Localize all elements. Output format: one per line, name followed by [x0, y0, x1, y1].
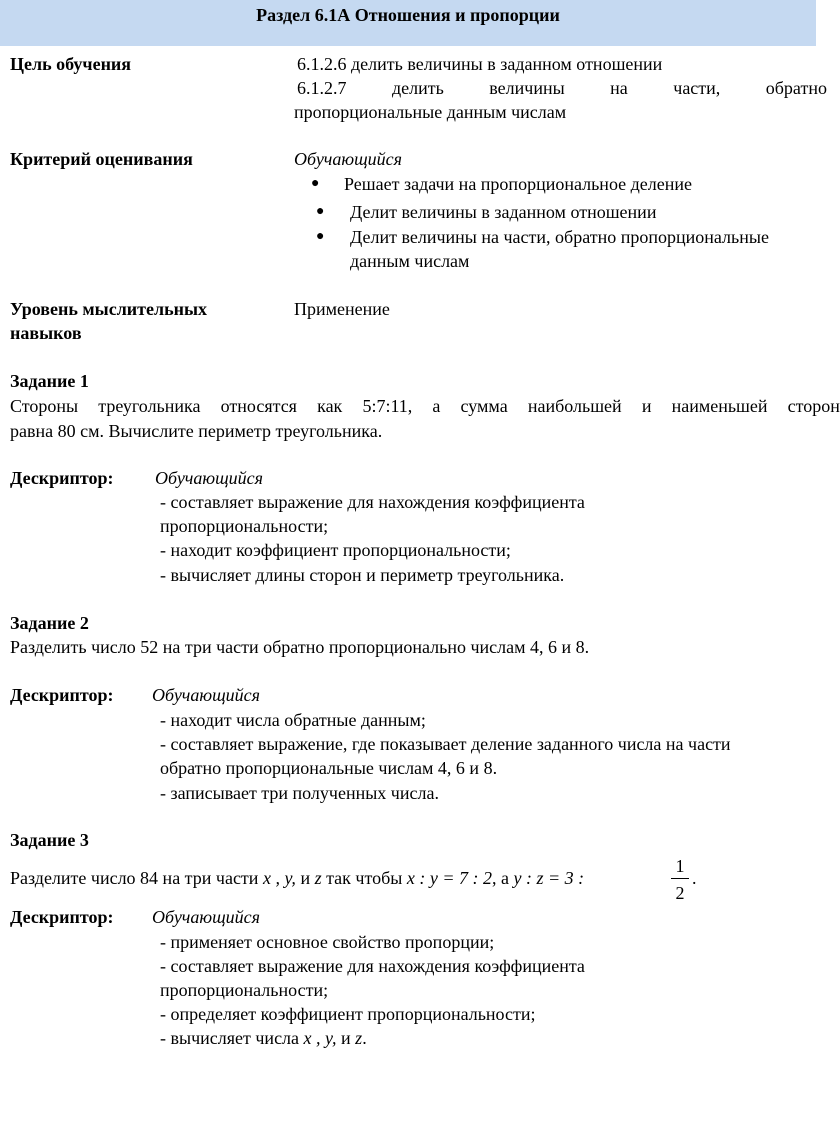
goal-label: Цель обучения — [10, 54, 132, 74]
task3-text-end: . — [692, 868, 697, 888]
task1-text-line-2: равна 80 см. Вычислите периметр треугольника. — [10, 421, 383, 441]
task3-text-mid: так чтобы — [321, 868, 407, 888]
comma-a: , а — [491, 868, 514, 888]
task1-word: сумма — [460, 396, 508, 416]
task1-descriptor-label: Дескриптор: — [10, 468, 114, 488]
last-line-and: и — [336, 1028, 356, 1048]
and-word: и — [295, 868, 315, 888]
task3-text — [10, 866, 584, 890]
task1-descriptor-line: - находит коэффициент пропорциональности; — [160, 540, 511, 560]
task3-descriptor-line: - определяет коэффициент пропорциональности; — [160, 1004, 536, 1024]
task3-descriptor-last-line — [160, 1026, 367, 1050]
bullet-icon: ● — [316, 204, 325, 219]
fraction-numerator: 1 — [675, 856, 685, 876]
var-y: y, — [284, 868, 296, 888]
level-label-line-2: навыков — [10, 323, 82, 343]
task2-text: Разделить число 52 на три части обратно пропорционально числам 4, 6 и 8. — [10, 637, 590, 657]
task2-descriptor-line: обратно пропорциональные числам 4, 6 и 8. — [160, 758, 498, 778]
task3-descriptor-line: пропорциональности; — [160, 980, 329, 1000]
goal-word: обратно — [765, 78, 827, 98]
var-sep: , — [270, 868, 280, 888]
task1-word: треугольника — [98, 396, 201, 416]
criteria-item-3: Делит величины на части, обратно пропорциональные — [350, 227, 769, 247]
section-title: Раздел 6.1А Отношения и пропорции — [256, 5, 560, 25]
task1-descriptor-line: - вычисляет длины сторон и периметр треугольника. — [160, 565, 565, 585]
ratio-xy: x : y = 7 : 2 — [406, 868, 492, 888]
task1-word: относятся — [220, 396, 297, 416]
task1-word: Стороны — [10, 396, 79, 416]
bullet-icon: ● — [316, 229, 325, 244]
task1-text-line-1 — [10, 394, 840, 418]
goal-line-2 — [297, 76, 827, 100]
task3-descriptor-label: Дескриптор: — [10, 907, 114, 927]
level-value: Применение — [294, 299, 390, 319]
last-line-vars: x , y, — [303, 1028, 337, 1048]
task2-descriptor-label: Дескриптор: — [10, 685, 114, 705]
bullet-icon: ● — [311, 176, 320, 191]
task2-descriptor-line: - составляет выражение, где показывает деление заданного числа на части — [160, 734, 731, 754]
task1-word: а — [432, 396, 441, 416]
task1-word: и — [641, 396, 652, 416]
goal-word: величины — [489, 78, 565, 98]
task3-text-pre: Разделите число 84 на три части — [10, 868, 259, 888]
task1-word: 5:7:11, — [362, 396, 413, 416]
ratio-yz: y : z = 3 : — [513, 868, 585, 888]
task1-descriptor-line: пропорциональности; — [160, 516, 329, 536]
level-label-line-1: Уровень мыслительных — [10, 299, 208, 319]
criteria-item-3-cont: данным числам — [350, 251, 470, 271]
var-z: z — [314, 868, 322, 888]
last-line-pre: - вычисляет числа — [160, 1028, 304, 1048]
task3-descriptor-line: - применяет основное свойство пропорции; — [160, 932, 495, 952]
task1-title: Задание 1 — [10, 371, 89, 391]
criteria-item-1: Решает задачи на пропорциональное деление — [344, 174, 693, 194]
task1-descriptor-line: - составляет выражение для нахождения коэффициента — [160, 492, 585, 512]
task3-descriptor-line: - составляет выражение для нахождения коэффициента — [160, 956, 585, 976]
criteria-subject: Обучающийся — [294, 149, 403, 169]
task3-descriptor-subject: Обучающийся — [152, 907, 261, 927]
fraction-denominator: 2 — [675, 883, 685, 903]
last-line-z: z — [355, 1028, 363, 1048]
goal-line-3: пропорциональные данным числам — [294, 102, 567, 122]
goal-word: на — [610, 78, 628, 98]
goal-word: 6.1.2.7 — [297, 78, 347, 98]
section-header — [0, 0, 816, 46]
goal-word: делить — [391, 78, 444, 98]
last-line-end: . — [362, 1028, 367, 1048]
criteria-item-2: Делит величины в заданном отношении — [350, 202, 657, 222]
task1-word: сторон — [787, 396, 840, 416]
task2-descriptor-line: - находит числа обратные данным; — [160, 710, 426, 730]
criteria-label: Критерий оценивания — [10, 149, 193, 169]
task1-word: наименьшей — [671, 396, 768, 416]
task3-title: Задание 3 — [10, 830, 89, 850]
goal-line-1: 6.1.2.6 делить величины в заданном отношении — [297, 54, 663, 74]
task2-title: Задание 2 — [10, 613, 89, 633]
task1-word: наибольшей — [527, 396, 622, 416]
var-x: x — [262, 868, 271, 888]
task2-descriptor-line: - записывает три полученных числа. — [160, 783, 439, 803]
task1-word: как — [317, 396, 343, 416]
fraction-bar — [671, 878, 689, 879]
goal-word: части, — [673, 78, 721, 98]
task1-descriptor-subject: Обучающийся — [155, 468, 264, 488]
task2-descriptor-subject: Обучающийся — [152, 685, 261, 705]
